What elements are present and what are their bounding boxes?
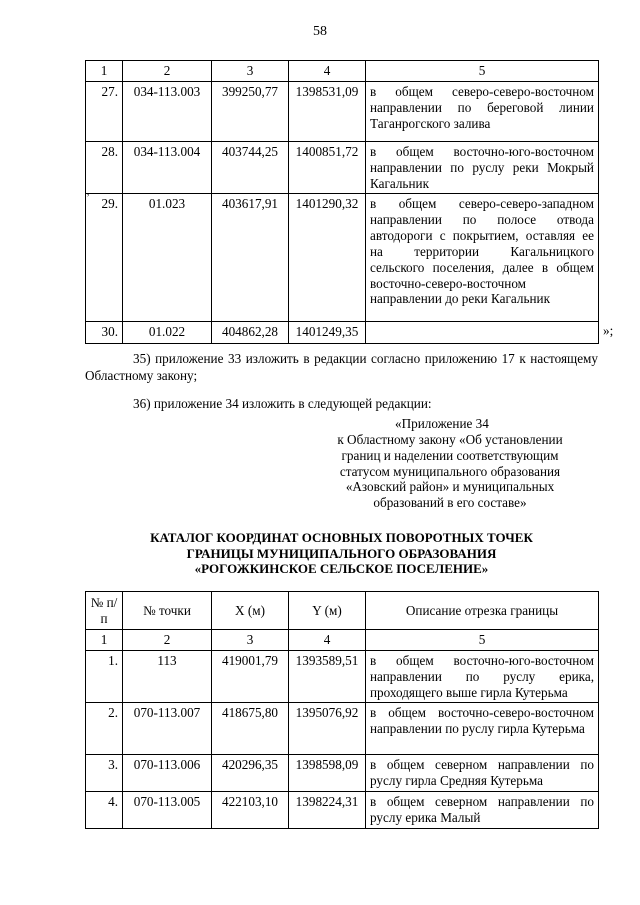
y-coordinate: 1401249,35 [289, 322, 366, 344]
y-coordinate: 1398531,09 [289, 81, 366, 141]
point-id: 034-113.004 [123, 141, 212, 194]
appendix-line: к Областному закону «Об установлении [337, 431, 563, 447]
column-number: 3 [212, 630, 289, 651]
row-index: 30. [86, 322, 123, 344]
point-id: 070-113.006 [123, 755, 212, 792]
table-row [86, 792, 599, 829]
point-id: 01.022 [123, 322, 212, 344]
table-row [86, 755, 599, 792]
y-coordinate: 1393589,51 [289, 650, 366, 703]
appendix-line: границ и наделении соответствующим [341, 447, 559, 463]
row-index: 29. [86, 194, 123, 322]
catalog-line: ГРАНИЦЫ МУНИЦИПАЛЬНОГО ОБРАЗОВАНИЯ [186, 545, 497, 561]
column-number: 5 [366, 61, 599, 82]
page-number: 58 [313, 24, 327, 39]
table-row [86, 322, 599, 344]
catalog-line: КАТАЛОГ КООРДИНАТ ОСНОВНЫХ ПОВОРОТНЫХ ТОЧЕК [150, 530, 533, 545]
column-number: 4 [289, 630, 366, 651]
coordinates-table [85, 591, 599, 829]
segment-description: в общем северо-северо-западном направлении по полосе отвода автодороги с покрытием, оставляя ее на территории Кагальницкого сельского поселения, далее в общем восточно-северо-восточном направлении до реки Кагальник [366, 194, 599, 322]
appendix-line: статусом муниципального образования [339, 463, 561, 479]
point-id: 113 [123, 650, 212, 703]
segment-description: в общем восточно-северо-восточном направлении по руслу гирла Кутерьма [366, 703, 599, 755]
coordinates-table-continued [85, 60, 599, 344]
table-columns-row [86, 592, 599, 630]
column-number: 4 [289, 61, 366, 82]
y-coordinate: 1398598,09 [289, 755, 366, 792]
column-number: 1 [86, 61, 123, 82]
column-title: № точки [123, 592, 212, 630]
appendix-title: «Приложение 34 [395, 416, 489, 431]
column-title: № п/п [86, 592, 123, 630]
row-index: 1. [86, 650, 123, 703]
row-index: 4. [86, 792, 123, 829]
point-id: 070-113.007 [123, 703, 212, 755]
x-coordinate: 419001,79 [212, 650, 289, 703]
row-index: 2. [86, 703, 123, 755]
row-index: 27. [86, 81, 123, 141]
column-number: 1 [86, 630, 123, 651]
column-title: Y (м) [289, 592, 366, 630]
column-title: X (м) [212, 592, 289, 630]
column-title: Описание отрезка границы [366, 592, 599, 630]
segment-description: в общем северном направлении по руслу гирла Средняя Кутерьма [366, 755, 599, 792]
stray-mark: , [87, 187, 90, 197]
catalog-heading [85, 530, 598, 577]
appendix-line: «Азовский район» и муниципальных [345, 479, 555, 495]
segment-description: в общем северном направлении по руслу ерика Малый [366, 792, 599, 829]
row-index: 3. [86, 755, 123, 792]
appendix-line: образований в его составе» [373, 495, 527, 511]
x-coordinate: 399250,77 [212, 81, 289, 141]
x-coordinate: 403744,25 [212, 141, 289, 194]
paragraph-35: 35) приложение 33 изложить в редакции согласно приложению 17 к настоящему Областному закону; [85, 351, 598, 383]
point-id: 034-113.003 [123, 81, 212, 141]
quote-close: »; [603, 323, 614, 338]
row-index: 28. [86, 141, 123, 194]
x-coordinate: 418675,80 [212, 703, 289, 755]
segment-description: в общем восточно-юго-восточном направлении по руслу ерика, проходящего выше гирла Кутерьма [366, 650, 599, 703]
paragraph-36: 36) приложение 34 изложить в следующей редакции: [133, 396, 432, 411]
table-row [86, 81, 599, 141]
point-id: 01.023 [123, 194, 212, 322]
table-row [86, 650, 599, 703]
y-coordinate: 1398224,31 [289, 792, 366, 829]
table-header-row [86, 630, 599, 651]
column-number: 2 [123, 630, 212, 651]
y-coordinate: 1395076,92 [289, 703, 366, 755]
catalog-line: «РОГОЖКИНСКОЕ СЕЛЬСКОЕ ПОСЕЛЕНИЕ» [194, 561, 489, 577]
column-number: 2 [123, 61, 212, 82]
x-coordinate: 403617,91 [212, 194, 289, 322]
segment-description: в общем северо-северо-восточном направлении по береговой линии Таганрогского залива [366, 81, 599, 141]
x-coordinate: 420296,35 [212, 755, 289, 792]
appendix-block [300, 416, 600, 511]
point-id: 070-113.005 [123, 792, 212, 829]
table-row [86, 141, 599, 194]
y-coordinate: 1401290,32 [289, 194, 366, 322]
column-number: 3 [212, 61, 289, 82]
x-coordinate: 404862,28 [212, 322, 289, 344]
y-coordinate: 1400851,72 [289, 141, 366, 194]
segment-description [366, 322, 599, 344]
column-number: 5 [366, 630, 599, 651]
table-row [86, 194, 599, 322]
x-coordinate: 422103,10 [212, 792, 289, 829]
table-header-row [86, 61, 599, 82]
segment-description: в общем восточно-юго-восточном направлении по руслу реки Мокрый Кагальник [366, 141, 599, 194]
table-row [86, 703, 599, 755]
